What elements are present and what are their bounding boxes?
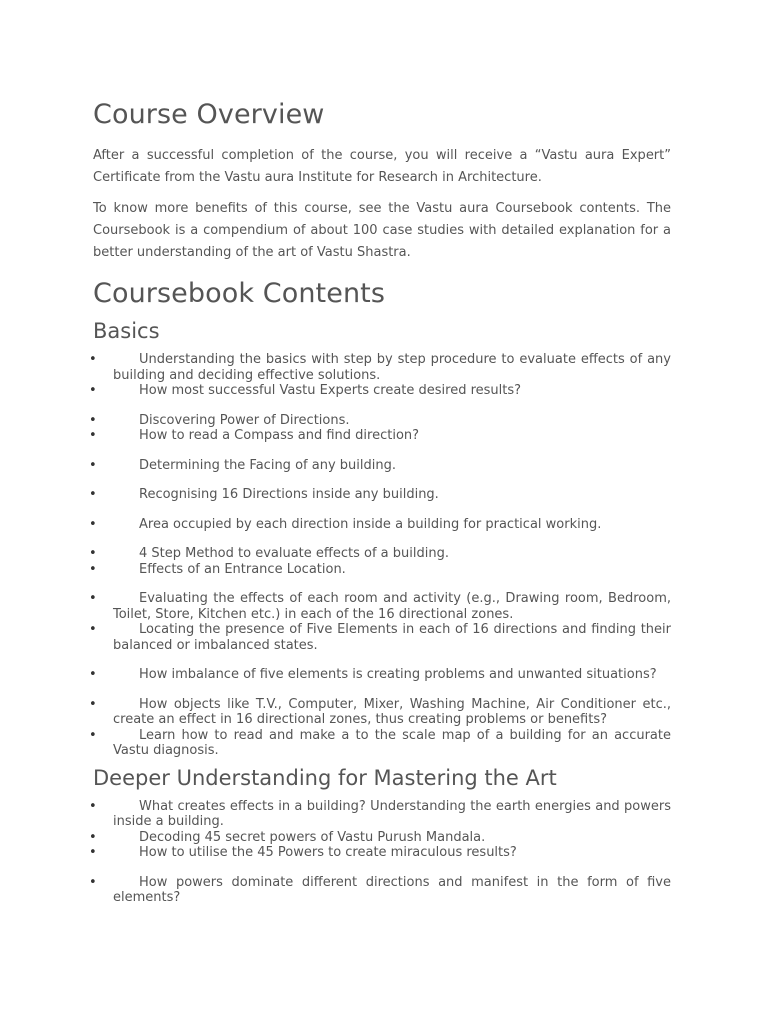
list-item-text: How to read a Compass and find direction? (139, 428, 420, 443)
list-item (89, 457, 671, 474)
bullet-icon: • (89, 727, 97, 743)
bullet-icon: • (89, 591, 97, 606)
list-item-text: How imbalance of five elements is creating problems and unwanted situations? (139, 667, 657, 682)
basics-list (89, 352, 671, 759)
list-item-text: Area occupied by each direction inside a building for practical working. (139, 516, 602, 532)
coursebook-contents-heading: Coursebook Contents (93, 278, 386, 309)
list-item (89, 727, 671, 759)
bullet-icon: • (89, 798, 97, 814)
bullet-icon: • (89, 487, 97, 502)
bullet-icon: • (89, 829, 97, 845)
list-item (89, 383, 671, 399)
list-item (89, 798, 671, 830)
list-item (89, 412, 671, 429)
list-item (89, 516, 671, 533)
list-item-text: Understanding the basics with step by step procedure to evaluate effects of any building and deciding effective solutions. (113, 352, 671, 383)
bullet-icon: • (89, 696, 97, 712)
list-item (89, 428, 671, 444)
basics-heading: Basics (93, 319, 160, 343)
list-item-text: How powers dominate different directions and manifest in the form of five elements? (113, 874, 671, 905)
bullet-icon: • (89, 874, 97, 890)
list-item (89, 667, 671, 683)
list-item-text: Locating the presence of Five Elements in each of 16 directions and finding their balanced or imbalanced states. (113, 622, 671, 653)
bullet-icon: • (89, 622, 97, 637)
bullet-icon: • (89, 516, 97, 532)
document-page (89, 95, 671, 906)
list-item-text: Evaluating the effects of each room and activity (e.g., Drawing room, Bedroom, Toilet, Store, Kitchen etc.) in each of the 16 directional zones. (113, 591, 671, 622)
bullet-icon: • (89, 561, 97, 577)
list-item (89, 591, 671, 622)
list-item (89, 845, 671, 861)
list-item (89, 829, 671, 846)
list-item (89, 622, 671, 653)
list-item-text: Discovering Power of Directions. (139, 412, 350, 428)
course-overview-heading: Course Overview (93, 99, 325, 130)
bullet-icon: • (89, 352, 97, 367)
list-item-text: Learn how to read and make a to the scale map of a building for an accurate Vastu diagnosis. (113, 727, 671, 758)
deeper-understanding-heading: Deeper Understanding for Mastering the Art (93, 765, 557, 790)
list-item-text: 4 Step Method to evaluate effects of a building. (139, 546, 449, 561)
bullet-icon: • (89, 845, 97, 860)
list-item-text: Decoding 45 secret powers of Vastu Purush Mandala. (139, 829, 486, 845)
list-item (89, 487, 671, 503)
list-item-text: Effects of an Entrance Location. (139, 561, 346, 577)
bullet-icon: • (89, 667, 97, 682)
bullet-icon: • (89, 428, 97, 443)
list-item (89, 352, 671, 383)
overview-paragraph-benefits: To know more benefits of this course, see the Vastu aura Coursebook contents. The Coursebook is a compendium of about 100 case studies with detailed explanation for a better understanding of the art of Vastu Shastra. (93, 201, 671, 260)
list-item-text: Determining the Facing of any building. (139, 457, 396, 473)
bullet-icon: • (89, 457, 97, 473)
list-item-text: What creates effects in a building? Understanding the earth energies and powers inside a building. (113, 798, 671, 829)
bullet-icon: • (89, 412, 97, 428)
list-item (89, 696, 671, 728)
list-item-text: How objects like T.V., Computer, Mixer, Washing Machine, Air Conditioner etc., create an effect in 16 directional zones, thus creating problems or benefits? (113, 696, 671, 727)
list-item (89, 546, 671, 562)
list-item-text: How to utilise the 45 Powers to create miraculous results? (139, 845, 517, 860)
bullet-icon: • (89, 383, 97, 398)
list-item-text: How most successful Vastu Experts create desired results? (139, 383, 522, 398)
list-item (89, 561, 671, 578)
list-item-text: Recognising 16 Directions inside any building. (139, 487, 439, 502)
bullet-icon: • (89, 546, 97, 561)
list-item (89, 874, 671, 906)
overview-paragraph-certificate: After a successful completion of the course, you will receive a “Vastu aura Expert” Certificate from the Vastu aura Institute for Research in Architecture. (93, 148, 671, 185)
deeper-list (89, 798, 671, 906)
